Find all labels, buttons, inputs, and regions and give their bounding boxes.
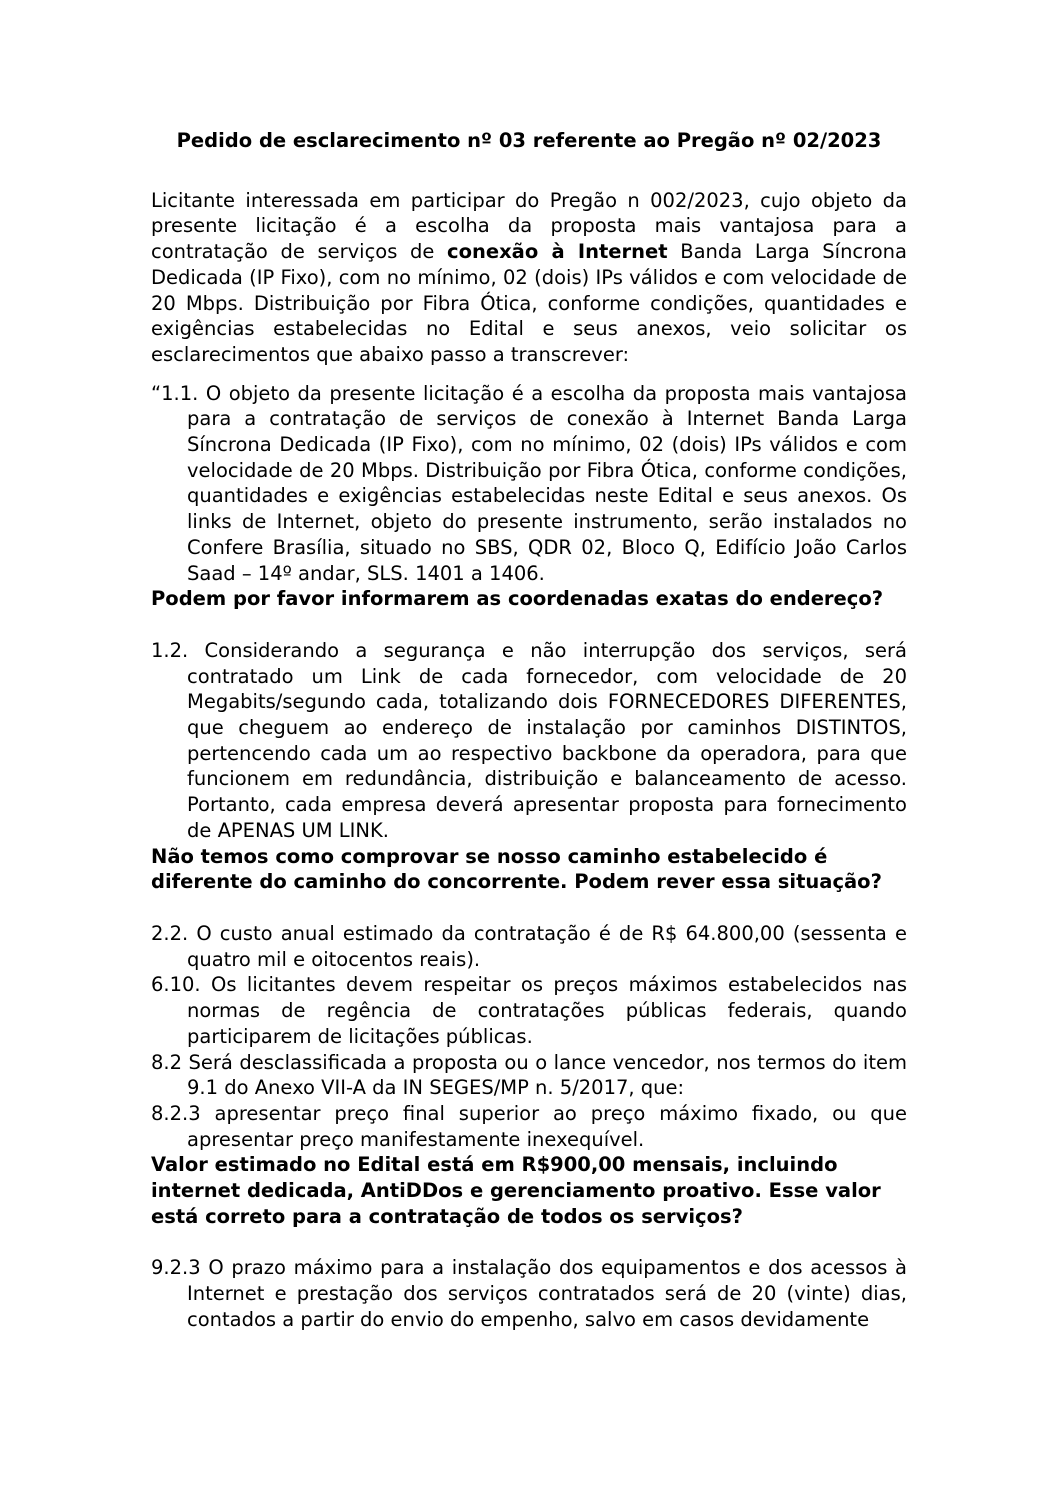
section-2: [151, 638, 907, 895]
intro-text-bold: conexão à Internet: [447, 240, 668, 264]
clause-9-2-3: 9.2.3 O prazo máximo para a instalação dos equipamentos e dos acessos à Internet e prestação dos serviços contratados será de 20 (vinte) dias, contados a partir do envio do empenho, salvo em casos devidamente: [151, 1256, 907, 1331]
question-2: Não temos como comprovar se nosso caminho estabelecido é diferente do caminho do concorrente. Podem rever essa situação?: [151, 844, 882, 894]
clause-8-2-3: 8.2.3 apresentar preço final superior ao preço máximo fixado, ou que apresentar preço manifestamente inexequível.: [151, 1101, 907, 1151]
document-page: [151, 128, 907, 1333]
intro-text-end: Banda Larga Síncrona Dedicada (IP Fixo), com no mínimo, 02 (dois) IPs válidos e com velocidade de 20 Mbps. Distribuição por Fibra Ótica, conforme condições, quantidades e exigências estabelecidas no Edital e seus anexos, veio solicitar os esclarecimentos que abaixo passo a transcrever:: [151, 240, 907, 366]
question-1: Podem por favor informarem as coordenadas exatas do endereço?: [151, 587, 884, 611]
section-1: [151, 381, 907, 612]
document-title: Pedido de esclarecimento nº 03 referente ao Pregão nº 02/2023: [176, 129, 882, 152]
intro-text-start: Licitante interessada em participar do Pregão n 002/2023, cujo objeto da presente licitação é a escolha da proposta mais vantajosa para a contratação de serviços de: [151, 188, 907, 264]
section-3: [151, 921, 907, 1229]
intro-paragraph: [151, 188, 907, 368]
clause-6-10: 6.10. Os licitantes devem respeitar os preços máximos estabelecidos nas normas de regência de contratações públicas federais, quando participarem de licitações públicas.: [151, 973, 907, 1048]
question-3: Valor estimado no Edital está em R$900,00 mensais, incluindo internet dedicada, AntiDDos e gerenciamento proativo. Esse valor está correto para a contratação de todos os serviços?: [151, 1153, 881, 1228]
clause-2-2: 2.2. O custo anual estimado da contratação é de R$ 64.800,00 (sessenta e quatro mil e oitocentos reais).: [151, 921, 907, 971]
clause-8-2: 8.2 Será desclassificada a proposta ou o lance vencedor, nos termos do item 9.1 do Anexo VII-A da IN SEGES/MP n. 5/2017, que:: [151, 1050, 907, 1100]
clause-1-2: 1.2. Considerando a segurança e não interrupção dos serviços, será contratado um Link de cada fornecedor, com velocidade de 20 Megabits/segundo cada, totalizando dois FORNECEDORES DIFERENTES, que cheguem ao endereço de instalação por caminhos DISTINTOS, pertencendo cada um ao respectivo backbone da operadora, para que funcionem em redundância, distribuição e balanceamento de acesso. Portanto, cada empresa deverá apresentar proposta para fornecimento de APENAS UM LINK.: [151, 638, 907, 842]
clause-1-1: “1.1. O objeto da presente licitação é a escolha da proposta mais vantajosa para a contratação de serviços de conexão à Internet Banda Larga Síncrona Dedicada (IP Fixo), com no mínimo, 02 (dois) IPs válidos e com velocidade de 20 Mbps. Distribuição por Fibra Ótica, conforme condições, quantidades e exigências estabelecidas neste Edital e seus anexos. Os links de Internet, objeto do presente instrumento, serão instalados no Confere Brasília, situado no SBS, QDR 02, Bloco Q, Edifício João Carlos Saad – 14º andar, SLS. 1401 a 1406.: [151, 381, 907, 585]
section-4: [151, 1255, 907, 1332]
